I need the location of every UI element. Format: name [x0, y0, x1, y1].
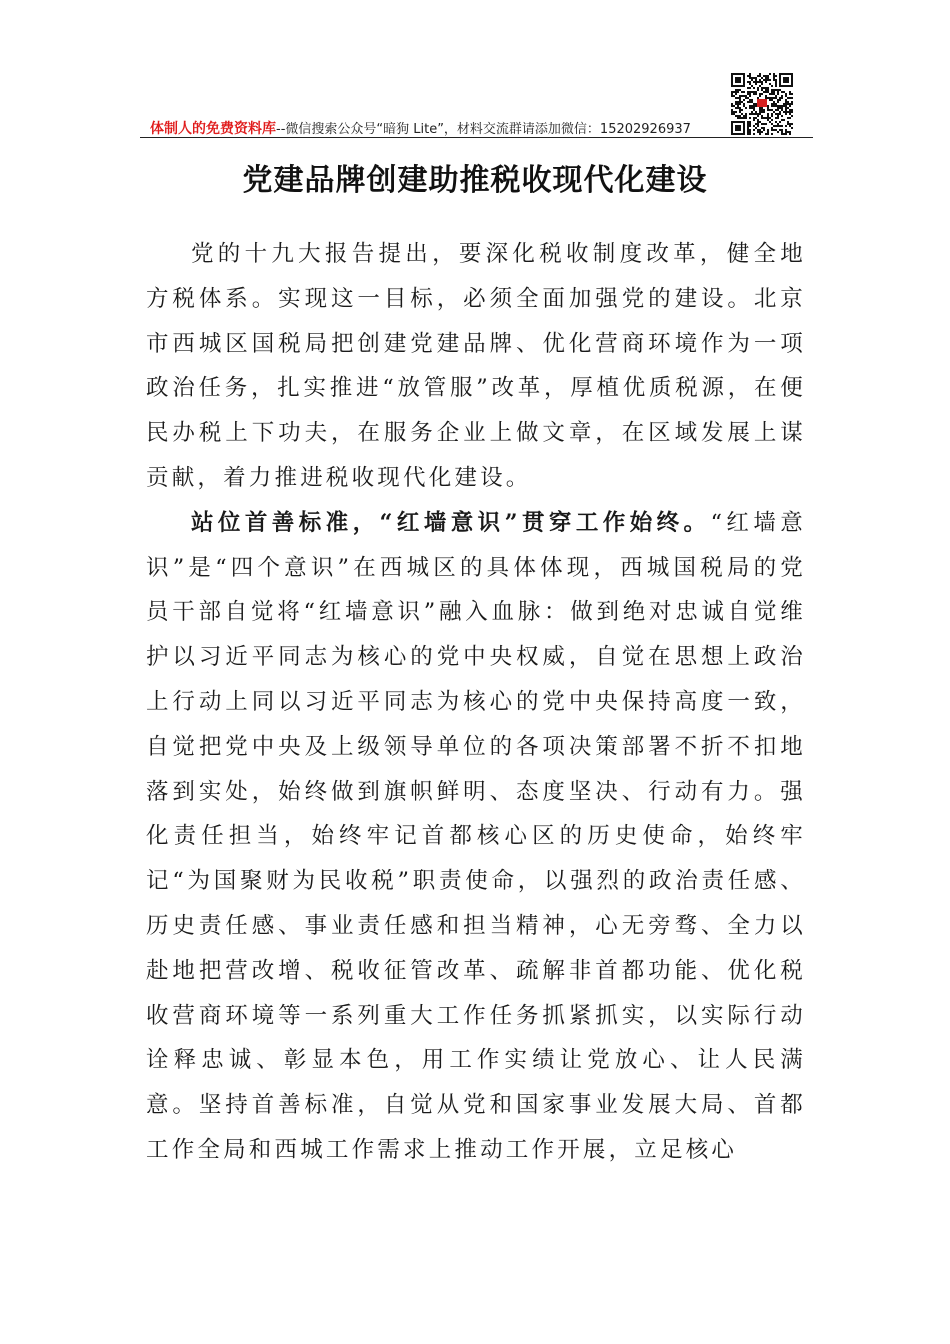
- header-note: --微信搜索公众号“暗狗 Lite”，材料交流群请添加微信：15202926937: [276, 122, 691, 137]
- paragraph-text: 党的十九大报告提出，要深化税收制度改革，健全地方税体系。实现这一目标，必须全面加强党的建设。北京市西城区国税局把创建党建品牌、优化营商环境作为一项政治任务，扎实推进“放管服”改革，厚植优质税源，在便民办税上下功夫，在服务企业上做文章，在区域发展上谋贡献，着力推进税收现代化建设。: [146, 241, 806, 491]
- paragraph-2: [146, 501, 806, 1173]
- paragraph-text: “红墙意识”是“四个意识”在西城区的具体体现，西城国税局的党员干部自觉将“红墙意识”融入血脉：做到绝对忠诚自觉维护以习近平同志为核心的党中央权威，自觉在思想上政治上行动上同以习近平同志为核心的党中央保持高度一致，自觉把党中央及上级领导单位的各项决策部署不折不扣地落到实处，始终做到旗帜鲜明、态度坚决、行动有力。强化责任担当，始终牢记首都核心区的历史使命，始终牢记“为国聚财为民收税”职责使命，以强烈的政治责任感、历史责任感、事业责任感和担当精神，心无旁骛、全力以赴地把营改增、税收征管改革、疏解非首都功能、优化税收营商环境等一系列重大工作任务抓紧抓实，以实际行动诠释忠诚、彰显本色，用工作实绩让党放心、让人民满意。坚持首善标准，自觉从党和国家事业发展大局、首都工作全局和西城工作需求上推动工作开展，立足核心: [146, 509, 806, 1163]
- header-divider: [140, 137, 813, 138]
- qr-code-icon: [731, 73, 793, 135]
- paragraph-1: [146, 232, 806, 501]
- header-brand: 体制人的免费资料库: [150, 121, 276, 137]
- document-body: [146, 232, 806, 1173]
- paragraph-lead: 站位首善标准，“红墙意识”贯穿工作始终。: [191, 509, 711, 536]
- document-title: 党建品牌创建助推税收现代化建设: [242, 163, 708, 198]
- watermark-header: [150, 120, 691, 138]
